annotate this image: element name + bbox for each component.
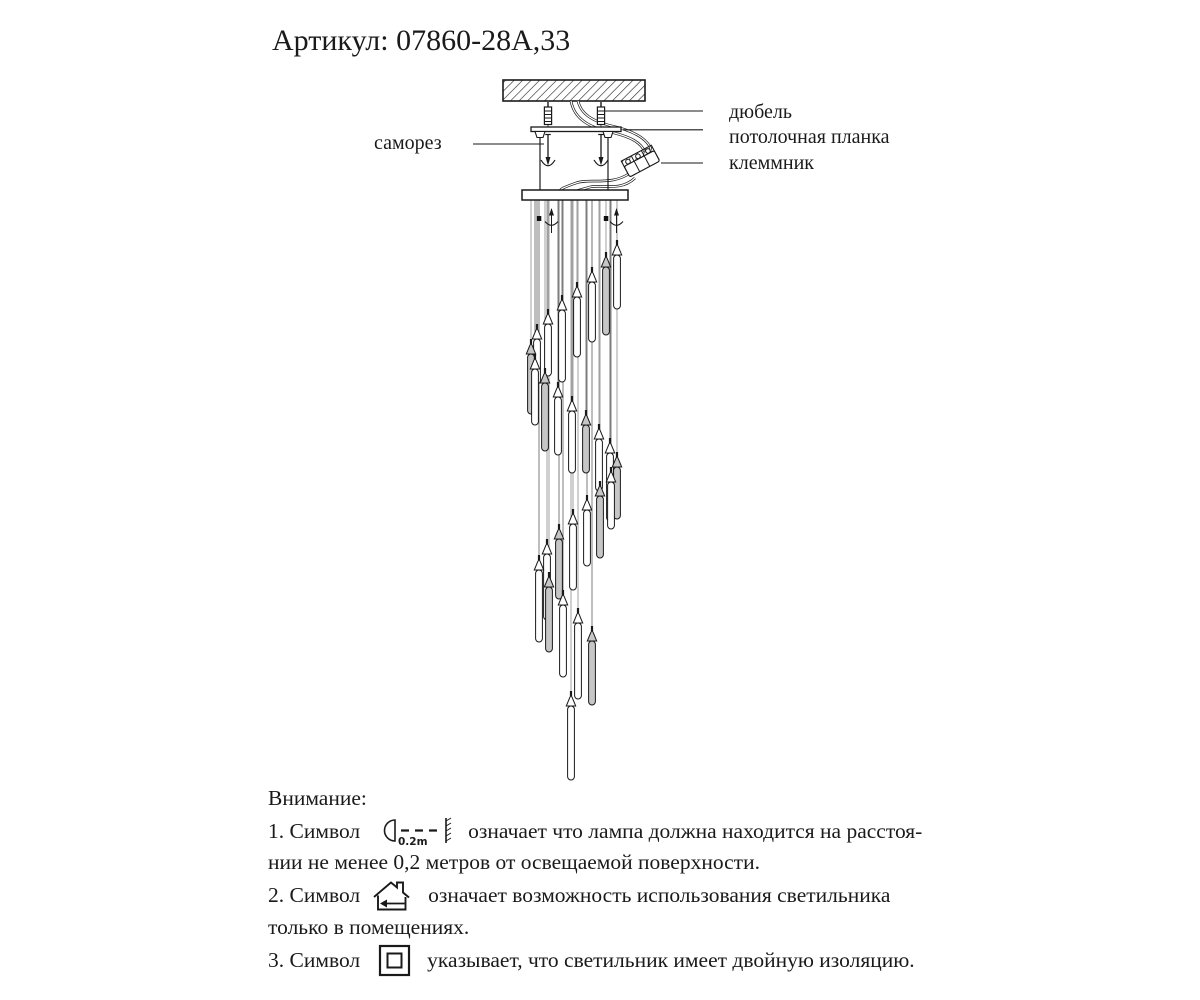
warning-item-1-prefix: 1. Символ bbox=[268, 818, 361, 843]
indoor-use-symbol-icon bbox=[370, 878, 416, 913]
pointer-lines bbox=[473, 111, 703, 163]
min-distance-symbol-icon bbox=[376, 813, 456, 849]
dowel-left-icon bbox=[544, 102, 551, 128]
label-planka: потолочная планка bbox=[729, 126, 890, 148]
canopy-bar bbox=[522, 190, 628, 200]
page-title: Артикул: 07860-28А,33 bbox=[272, 24, 571, 57]
label-dyubel: дюбель bbox=[729, 101, 793, 123]
screw-left-icon bbox=[541, 135, 555, 166]
warning-item-2-line2: только в помещениях. bbox=[268, 915, 470, 939]
warning-heading: Внимание: bbox=[268, 786, 367, 810]
screw-right-icon bbox=[594, 135, 608, 166]
double-insulation-symbol-icon bbox=[378, 944, 411, 977]
warning-item-2-text: означает возможность использования светильника bbox=[428, 883, 891, 907]
warning-item-1-text: означает что лампа должна находится на расстоя- bbox=[468, 818, 923, 843]
label-klemmnik: клеммник bbox=[729, 152, 815, 174]
label-samorez: саморез bbox=[374, 132, 442, 154]
warning-item-1-line2: нии не менее 0,2 метров от освещаемой поверхности. bbox=[268, 850, 760, 874]
pendant-cascade bbox=[526, 200, 621, 780]
terminal-block bbox=[621, 145, 659, 177]
warning-item-2-prefix: 2. Символ bbox=[268, 883, 361, 907]
warning-item-3-prefix: 3. Символ bbox=[268, 948, 361, 972]
warning-item-3-text: указывает, что светильник имеет двойную изоляцию. bbox=[427, 948, 915, 972]
warning-item-1 bbox=[268, 813, 922, 849]
ceiling-hatched-block bbox=[503, 80, 645, 101]
warning-item-3 bbox=[268, 944, 915, 977]
warning-item-2 bbox=[268, 878, 890, 913]
min-distance-value: 0.2m bbox=[398, 836, 428, 848]
wires bbox=[560, 101, 651, 193]
dowel-right-icon bbox=[597, 102, 604, 128]
